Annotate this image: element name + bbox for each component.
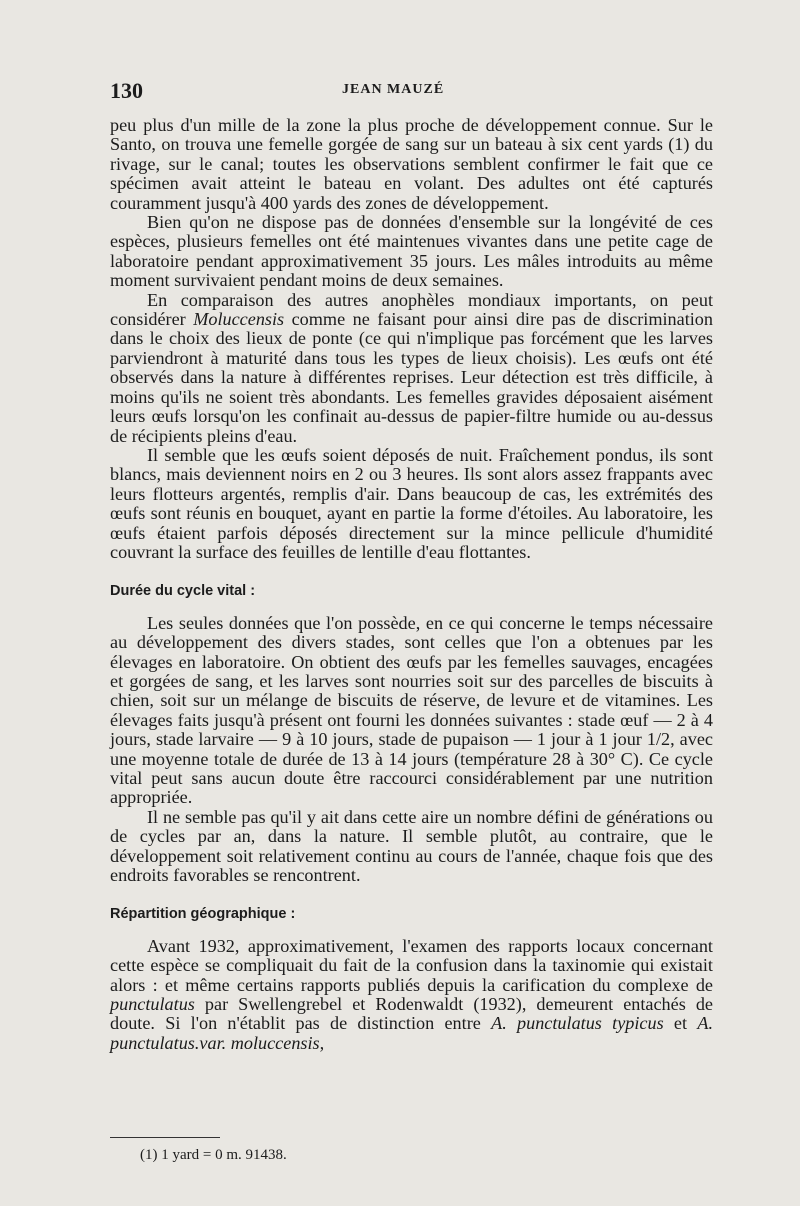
paragraph (110, 937, 713, 1053)
page-number: 130 (110, 78, 143, 103)
paragraph (110, 116, 713, 213)
footnote: (1) 1 yard = 0 m. 91438. (140, 1147, 287, 1163)
italic-text: A. punctulatus.var. moluccensis, (110, 1013, 713, 1053)
section-heading (110, 905, 713, 924)
text-run: et (663, 1013, 698, 1034)
paragraph (110, 291, 713, 446)
text-run: Répartition géographique : (110, 906, 296, 923)
paragraph (110, 213, 713, 291)
paragraph (110, 808, 713, 886)
text-run: Avant 1932, approximativement, l'examen des rapports locaux concernant cette espèce se compliquait du fait de la confusion dans la taxinomie qui existait alors : et même certains rapports publiés depuis la carification du complexe de (110, 935, 713, 995)
text-run: par Swellengrebel et Rodenwaldt (1932), demeurent entachés de doute. Si l'on n'établit pas de distinction entre (110, 994, 713, 1034)
italic-text: A. punctulatus typicus (491, 1013, 664, 1034)
text-run: Il semble que les œufs soient déposés de nuit. Fraîchement pondus, ils sont blancs, mais deviennent noirs en 2 ou 3 heures. Ils sont alors assez frappants avec leurs flotteurs argentés, remplis d'air. Dans beaucoup de cas, les extrémités des œufs sont réunis en bouquet, ayant en partie la forme d'étoiles. Au laboratoire, les œufs étaient parfois déposés directement sur la mince pellicule d'humidité couvrant la surface des feuilles de lentille d'eau flottantes. (110, 444, 713, 562)
page-header (110, 78, 712, 108)
paragraph (110, 614, 713, 808)
text-run: peu plus d'un mille de la zone la plus proche de développement connue. Sur le Santo, on trouva une femelle gorgée de sang sur un bateau à six cent yards (1) du rivage, sur le canal; toutes les observations semblent confirmer le fait que ce spécimen avait atteint le bateau en volant. Des adultes ont été capturés couramment jusqu'à 400 yards des zones de développement. (110, 115, 713, 213)
text-run: comme ne faisant pour ainsi dire pas de discrimination dans le choix des lieux de ponte (ce qui n'implique pas forcément que les larves parviendront à maturité dans tous les types de lieux choisis). Les œufs ont été observés dans la nature à différentes reprises. Leur détection est très difficile, à moins qu'ils ne soient très abondants. Les femelles gravides déposaient aisément leurs œufs lorsqu'on les confinait au-dessus de papier-filtre humide ou au-dessus de récipients pleins d'eau. (110, 309, 713, 446)
text-run: Les seules données que l'on possède, en ce qui concerne le temps nécessaire au développement des divers stades, sont celles que l'on a obtenues par les élevages en laboratoire. On obtient des œufs par les femelles sauvages, encagées et gorgées de sang, et les larves sont nourries soit sur des parcelles de biscuits à chien, soit sur un mélange de biscuits de réserve, de levure et de vitamines. Les élevages faits jusqu'à présent ont fourni les données suivantes : stade œuf — 2 à 4 jours, stade larvaire — 9 à 10 jours, stade de pupaison — 1 jour à 1 jour 1/2, avec une moyenne totale de durée de 13 à 14 jours (température 28 à 30° C). Ce cycle vital peut sans aucun doute être raccourci considérablement par une nutrition appropriée. (110, 612, 713, 808)
text-run: Durée du cycle vital : (110, 583, 256, 600)
paragraph (110, 446, 713, 562)
text-run: Il ne semble pas qu'il y ait dans cette aire un nombre défini de générations ou de cycles par an, dans la nature. Il semble plutôt, au contraire, que le développement soit relativement continu au cours de l'année, chaque fois que des endroits favorables se rencontrent. (110, 806, 713, 886)
running-head: JEAN MAUZÉ (342, 82, 445, 97)
footnote-rule (110, 1137, 220, 1138)
text-run: En comparaison des autres anophèles mondiaux importants, on peut considérer (110, 289, 713, 330)
italic-text: punctulatus (110, 994, 195, 1015)
italic-text: Moluccensis (193, 309, 285, 330)
section-heading (110, 582, 713, 601)
body-text (110, 116, 713, 1053)
text-run: Bien qu'on ne dispose pas de données d'ensemble sur la longévité de ces espèces, plusieurs femelles ont été maintenues vivantes dans une petite cage de laboratoire pendant approximativement 35 jours. Les mâles introduits au même moment survivaient pendant moins de deux semaines. (110, 212, 713, 291)
